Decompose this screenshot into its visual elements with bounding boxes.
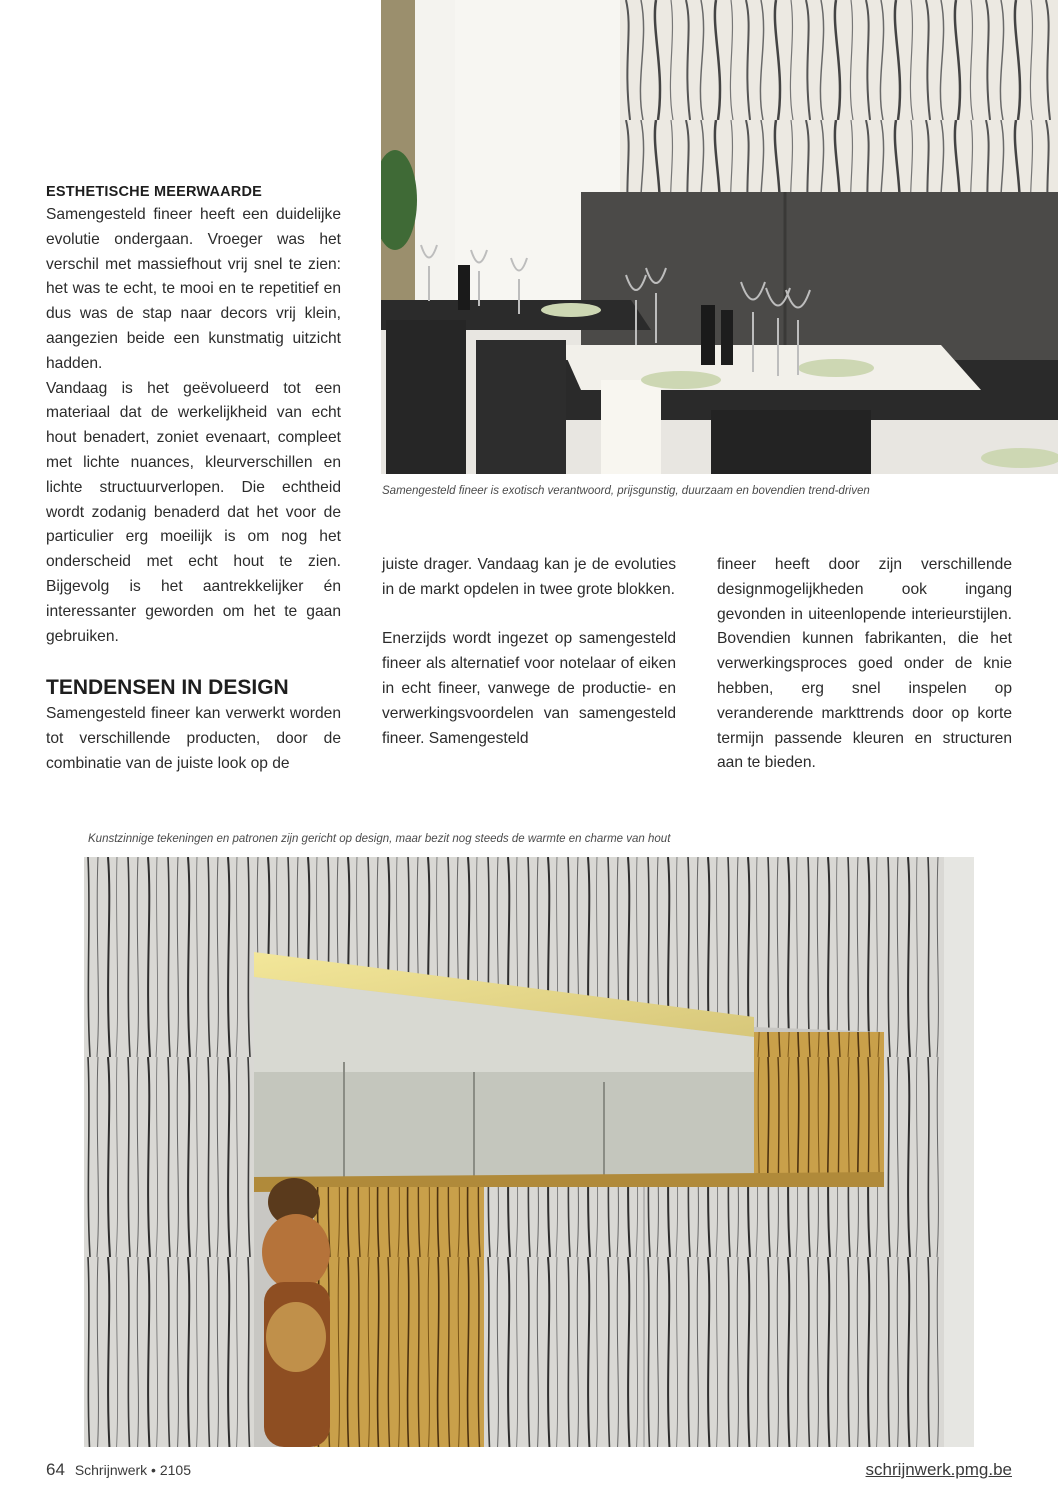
text-column-middle (382, 553, 676, 751)
photo-caption-1: Samengesteld fineer is exotisch verantwoord, prijsgunstig, duurzaam en bovendien trend-driven (382, 485, 870, 497)
body-text (46, 702, 341, 776)
paragraph: juiste drager. Vandaag kan je de evoluties in de markt opdelen in twee grote blokken. (382, 556, 676, 598)
section-heading: TENDENSEN IN DESIGN (46, 676, 289, 699)
restaurant-photo (381, 0, 1058, 474)
text-column-right (717, 553, 1012, 776)
paragraph: Samengesteld fineer heeft een duidelijke evolutie ondergaan. Vroeger was het verschil met massiefhout vrij snel te zien: het was te echt, te mooi en te repetitief en dus was de stap naar decors vrij klein, aangezien beide een kunstmatig uitzicht hadden. (46, 206, 341, 372)
cabinet-illustration (84, 857, 974, 1447)
section-heading: ESTHETISCHE MEERWAARDE (46, 184, 263, 200)
restaurant-illustration (381, 0, 1058, 474)
body-text (46, 203, 341, 649)
paragraph: Vandaag is het geëvolueerd tot een materiaal dat de werkelijkheid van echt hout benadert, zoniet evenaart, compleet met lichte nuances, kleurverschillen en lichte structuurverlopen. Die echtheid wordt zodanig benaderd dat het voor de particulier erg moeilijk is om nog het onderscheid met echt hout te zien. Bijgevolg is het aantrekkelijker én interessanter geworden om het te gaan gebruiken. (46, 379, 341, 645)
paragraph: Enerzijds wordt ingezet op samengesteld fineer als alternatief voor notelaar of eiken in echt fineer, vanwege de productie- en verwerkingsvoordelen van samengesteld fineer. Samengesteld (382, 630, 676, 747)
website-link[interactable]: schrijnwerk.pmg.be (865, 1460, 1012, 1479)
section-esthetische (46, 181, 341, 649)
cabinet-photo (84, 857, 974, 1447)
page-number: 64 (46, 1460, 65, 1479)
photo-caption-2: Kunstzinnige tekeningen en patronen zijn gericht op design, maar bezit nog steeds de warmte en charme van hout (88, 833, 671, 845)
paragraph: Samengesteld fineer kan verwerkt worden tot verschillende producten, door de combinatie van de juiste look op de (46, 705, 341, 772)
magazine-issue: Schrijnwerk • 2105 (74, 1462, 191, 1478)
paragraph: fineer heeft door zijn verschillende designmogelijkheden ook ingang gevonden in uiteenlopende interieurstijlen. Bovendien kunnen fabrikanten, die het verwerkingsproces goed onder de knie hebben, erg snel inspelen op veranderende markttrends door op korte termijn passende kleuren en structuren aan te bieden. (717, 556, 1012, 772)
footer-left (46, 1460, 191, 1480)
section-tendensen (46, 674, 341, 776)
